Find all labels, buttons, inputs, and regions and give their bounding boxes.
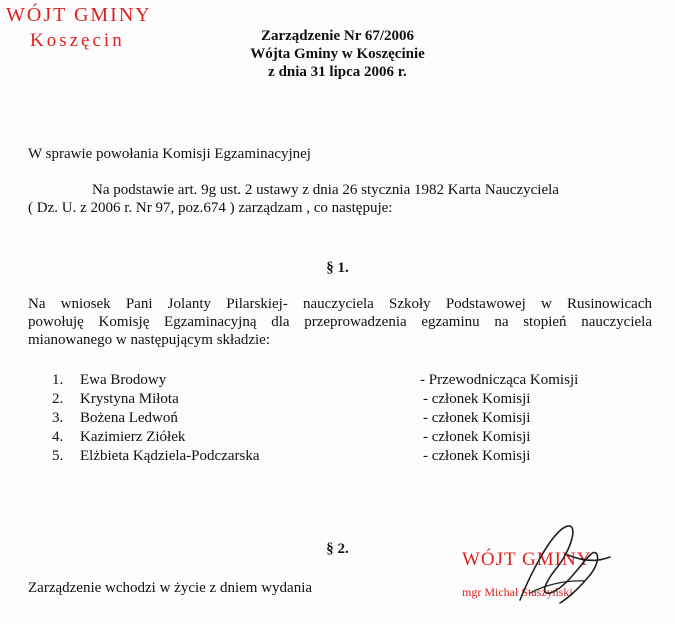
member-name: Bożena Ledwoń — [80, 410, 178, 426]
stamp-title: WÓJT GMINY — [6, 4, 152, 26]
member-number: 5. — [52, 448, 64, 464]
member-number: 1. — [52, 372, 64, 388]
member-role: - Przewodnicząca Komisji — [420, 372, 579, 388]
preamble-line-2: ( Dz. U. z 2006 r. Nr 97, poz.674 ) zarządzam , co następuje: — [28, 200, 393, 216]
section-2-text: Zarządzenie wchodzi w życie z dniem wydania — [28, 580, 313, 596]
member-name: Elżbieta Kądziela-Podczarska — [80, 448, 260, 464]
signature-stamp-title: WÓJT GMINY — [462, 549, 592, 570]
member-role: - członek Komisji — [423, 410, 531, 426]
document-issuer: Wójta Gminy w Koszęcinie — [250, 46, 425, 62]
member-role: - członek Komisji — [423, 391, 531, 407]
member-number: 3. — [52, 410, 64, 426]
member-role: - członek Komisji — [423, 429, 531, 445]
member-role: - członek Komisji — [423, 448, 531, 464]
section-2-heading: § 2. — [326, 541, 349, 557]
document-date: z dnia 31 lipca 2006 r. — [268, 64, 407, 80]
member-number: 4. — [52, 429, 64, 445]
document-number: Zarządzenie Nr 67/2006 — [260, 28, 415, 44]
member-name: Krystyna Miłota — [80, 391, 179, 407]
stamp-place: Koszęcin — [30, 30, 125, 51]
member-name: Ewa Brodowy — [80, 372, 167, 388]
section-1-line-2: powołuję Komisję Egzaminacyjną dla przeprowadzenia egzaminu na stopień nauczyciela — [28, 314, 652, 330]
member-name: Kazimierz Ziółek — [80, 429, 186, 445]
section-1-line-3: mianowanego w następującym składzie: — [28, 332, 271, 348]
preamble-line-1: Na podstawie art. 9g ust. 2 ustawy z dnia 26 stycznia 1982 Karta Nauczyciela — [92, 182, 559, 198]
section-1-line-1: Na wniosek Pani Jolanty Pilarskiej- nauczyciela Szkoły Podstawowej w Rusinowicach — [28, 296, 652, 312]
section-1-heading: § 1. — [326, 260, 349, 276]
subject-line: W sprawie powołania Komisji Egzaminacyjnej — [28, 146, 311, 162]
signature-stamp-name: mgr Michał Staszyński — [462, 585, 573, 599]
handwritten-signature — [510, 515, 620, 615]
member-number: 2. — [52, 391, 64, 407]
